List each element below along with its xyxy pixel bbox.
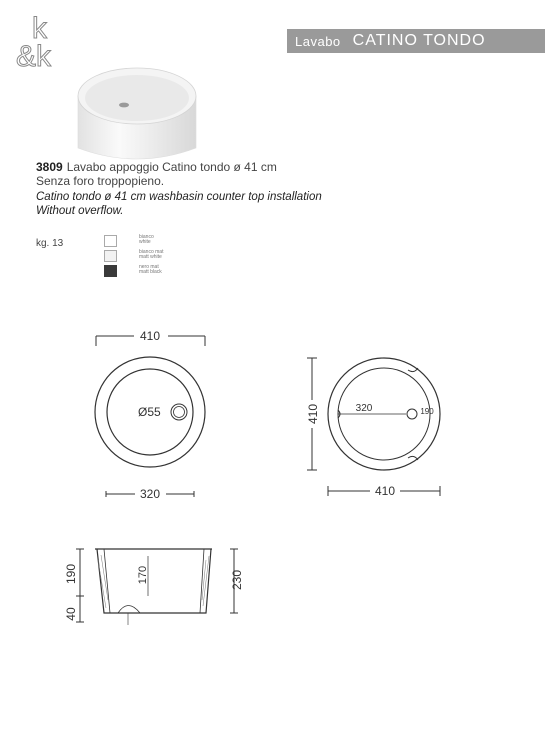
product-title-it-1: Lavabo appoggio Catino tondo ø 41 cm <box>66 160 277 174</box>
product-code: 3809 <box>36 160 63 174</box>
banner-product: CATINO TONDO <box>352 32 486 49</box>
finish-label-matt-black: nero mat matt black <box>139 264 162 275</box>
dim-top-outer: 410 <box>139 329 161 343</box>
dim-side-offset: 190 <box>420 407 434 416</box>
product-weight: kg. 13 <box>36 238 64 249</box>
elevation-drawing <box>76 549 238 625</box>
product-title-en-2: Without overflow. <box>36 205 124 217</box>
logo-top-text: k <box>32 12 47 45</box>
dim-side-height: 410 <box>306 403 320 425</box>
finish-label-white: bianco white <box>139 234 154 245</box>
finish-label-matt-white: bianco mat matt white <box>139 249 164 260</box>
logo-bottom-text: &k <box>16 40 52 68</box>
dim-side-inner: 320 <box>355 403 373 414</box>
dim-drain: Ø55 <box>138 405 161 419</box>
dim-elev-depth: 170 <box>137 565 149 585</box>
dim-elev-inner: 190 <box>64 563 78 585</box>
product-title-it-2: Senza foro troppopieno. <box>36 174 165 188</box>
dim-top-inner: 320 <box>139 487 161 501</box>
banner-category: Lavabo <box>295 33 341 49</box>
product-title-en-1: Catino tondo ø 41 cm washbasin counter top installation <box>36 191 322 203</box>
dim-side-outer: 410 <box>374 484 396 498</box>
dim-elev-total: 230 <box>230 569 244 591</box>
side-view-drawing <box>307 358 440 496</box>
dim-elev-base: 40 <box>64 607 78 621</box>
